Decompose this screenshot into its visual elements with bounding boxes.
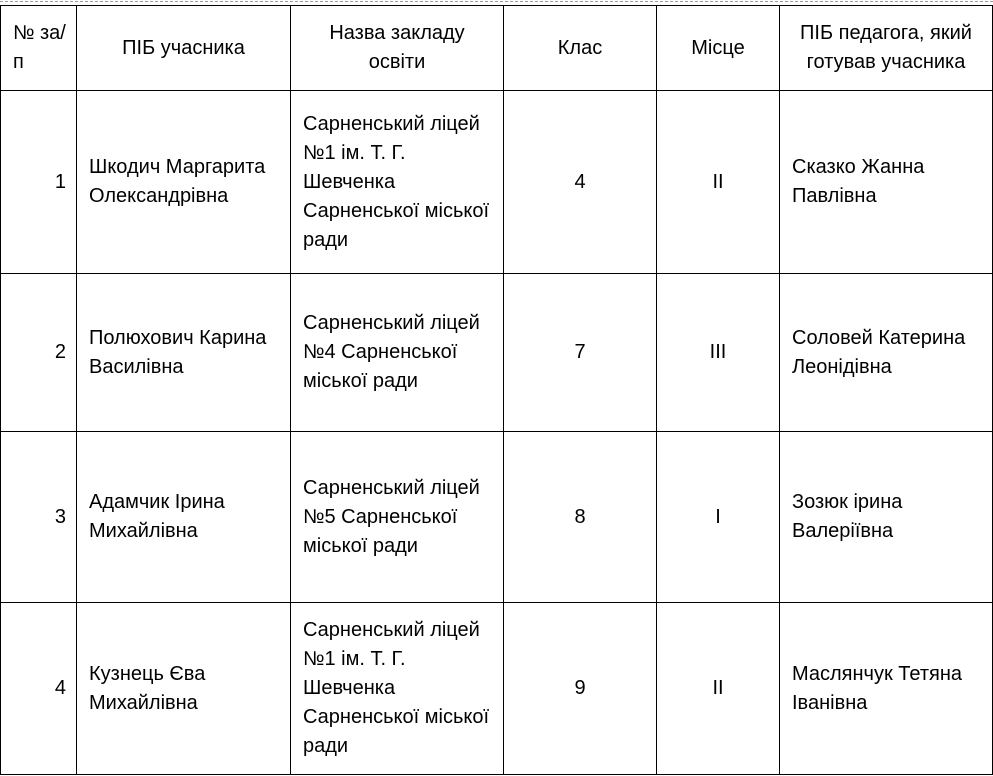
cell-participant-name: Адамчик Ірина Михайлівна bbox=[77, 432, 291, 603]
cell-number: 1 bbox=[1, 91, 77, 274]
table-row bbox=[1, 91, 993, 274]
table-header-row bbox=[1, 6, 993, 91]
cell-grade: 7 bbox=[504, 274, 657, 432]
participants-table bbox=[0, 5, 993, 775]
cell-number: 2 bbox=[1, 274, 77, 432]
cell-number: 4 bbox=[1, 603, 77, 775]
cell-school: Сарненський ліцей №5 Сарненської міської ради bbox=[291, 432, 504, 603]
cell-teacher: Зозюк ірина Валеріївна bbox=[780, 432, 993, 603]
table-row bbox=[1, 603, 993, 775]
cell-school: Сарненський ліцей №1 ім. Т. Г. Шевченка Сарненської міської ради bbox=[291, 91, 504, 274]
cell-teacher: Маслянчук Тетяна Іванівна bbox=[780, 603, 993, 775]
cell-school: Сарненський ліцей №4 Сарненської міської ради bbox=[291, 274, 504, 432]
header-place: Місце bbox=[657, 6, 780, 91]
header-school: Назва закладу освіти bbox=[291, 6, 504, 91]
table-row bbox=[1, 432, 993, 603]
header-grade: Клас bbox=[504, 6, 657, 91]
page-top-border bbox=[0, 1, 993, 2]
cell-school: Сарненський ліцей №1 ім. Т. Г. Шевченка Сарненської міської ради bbox=[291, 603, 504, 775]
cell-place: II bbox=[657, 603, 780, 775]
header-participant-name: ПІБ учасника bbox=[77, 6, 291, 91]
cell-place: III bbox=[657, 274, 780, 432]
cell-place: II bbox=[657, 91, 780, 274]
cell-number: 3 bbox=[1, 432, 77, 603]
cell-participant-name: Шкодич Маргарита Олександрівна bbox=[77, 91, 291, 274]
cell-place: I bbox=[657, 432, 780, 603]
cell-participant-name: Кузнець Єва Михайлівна bbox=[77, 603, 291, 775]
cell-grade: 8 bbox=[504, 432, 657, 603]
cell-teacher: Соловей Катерина Леонідівна bbox=[780, 274, 993, 432]
cell-teacher: Сказко Жанна Павлівна bbox=[780, 91, 993, 274]
table-row bbox=[1, 274, 993, 432]
cell-grade: 9 bbox=[504, 603, 657, 775]
cell-grade: 4 bbox=[504, 91, 657, 274]
cell-participant-name: Полюхович Карина Василівна bbox=[77, 274, 291, 432]
header-number: № за/п bbox=[1, 6, 77, 91]
header-teacher: ПІБ педагога, який готував учасника bbox=[780, 6, 993, 91]
